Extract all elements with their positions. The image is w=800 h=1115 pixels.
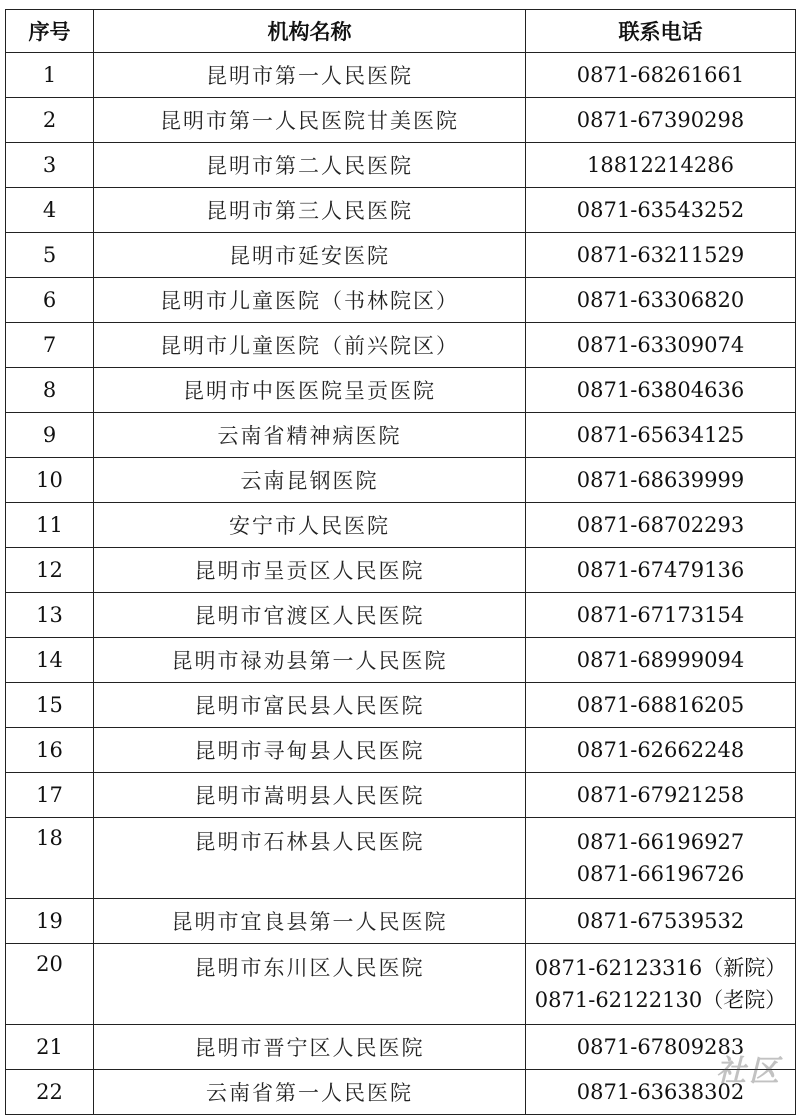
phone-number: 0871-67921258 [576, 783, 745, 807]
phone-cell [526, 233, 796, 278]
institution-name: 昆明市东川区人民医院 [94, 944, 526, 1025]
row-index: 7 [6, 323, 94, 368]
phone-number: 0871-66196726 [576, 862, 745, 886]
phone-number: 0871-67809283 [576, 1035, 745, 1059]
institution-name: 安宁市人民医院 [94, 503, 526, 548]
phone-cell [526, 548, 796, 593]
phone-cell [526, 53, 796, 98]
row-index: 17 [6, 773, 94, 818]
phone-number: 0871-63638302 [576, 1080, 745, 1104]
institution-name: 昆明市第一人民医院甘美医院 [94, 98, 526, 143]
row-index: 4 [6, 188, 94, 233]
phone-number: 0871-68999094 [576, 648, 745, 672]
row-index: 20 [6, 944, 94, 1025]
table-row [6, 593, 796, 638]
table-body [6, 53, 796, 1115]
phone-number: 0871-68639999 [576, 468, 745, 492]
phone-cell [526, 368, 796, 413]
institution-name: 昆明市宜良县第一人民医院 [94, 899, 526, 944]
phone-number: 0871-62122130（老院） [534, 988, 787, 1012]
institution-name: 昆明市官渡区人民医院 [94, 593, 526, 638]
header-phone: 联系电话 [526, 10, 796, 53]
hospital-contact-table-container [5, 9, 795, 1115]
phone-cell [526, 278, 796, 323]
row-index: 13 [6, 593, 94, 638]
phone-cell [526, 98, 796, 143]
institution-name: 昆明市富民县人民医院 [94, 683, 526, 728]
table-row [6, 143, 796, 188]
phone-number: 0871-68702293 [576, 513, 745, 537]
table-row [6, 683, 796, 728]
phone-number: 0871-63306820 [576, 288, 745, 312]
institution-name: 昆明市石林县人民医院 [94, 818, 526, 899]
phone-cell [526, 503, 796, 548]
institution-name: 昆明市儿童医院（书林院区） [94, 278, 526, 323]
table-row [6, 944, 796, 1025]
table-row [6, 773, 796, 818]
row-index: 9 [6, 413, 94, 458]
table-row [6, 53, 796, 98]
table-row [6, 503, 796, 548]
institution-name: 昆明市第三人民医院 [94, 188, 526, 233]
row-index: 6 [6, 278, 94, 323]
institution-name: 昆明市寻甸县人民医院 [94, 728, 526, 773]
table-row [6, 1025, 796, 1070]
header-institution-name: 机构名称 [94, 10, 526, 53]
phone-cell [526, 899, 796, 944]
phone-number: 0871-62662248 [576, 738, 745, 762]
phone-number: 18812214286 [587, 153, 734, 177]
row-index: 3 [6, 143, 94, 188]
institution-name: 昆明市中医医院呈贡医院 [94, 368, 526, 413]
phone-number: 0871-63804636 [576, 378, 745, 402]
row-index: 21 [6, 1025, 94, 1070]
table-row [6, 638, 796, 683]
phone-cell [526, 458, 796, 503]
row-index: 14 [6, 638, 94, 683]
row-index: 1 [6, 53, 94, 98]
hospital-contact-table [5, 9, 796, 1115]
institution-name: 昆明市嵩明县人民医院 [94, 773, 526, 818]
phone-cell [526, 728, 796, 773]
row-index: 22 [6, 1070, 94, 1115]
phone-cell [526, 143, 796, 188]
institution-name: 昆明市禄劝县第一人民医院 [94, 638, 526, 683]
table-row [6, 278, 796, 323]
phone-number: 0871-63211529 [576, 243, 745, 267]
row-index: 12 [6, 548, 94, 593]
row-index: 11 [6, 503, 94, 548]
table-row [6, 458, 796, 503]
row-index: 5 [6, 233, 94, 278]
phone-number: 0871-67479136 [576, 558, 745, 582]
table-row [6, 899, 796, 944]
phone-cell [526, 323, 796, 368]
institution-name: 昆明市第二人民医院 [94, 143, 526, 188]
table-row [6, 818, 796, 899]
watermark-logo: 社区 [716, 1054, 782, 1089]
phone-cell [526, 773, 796, 818]
table-row [6, 188, 796, 233]
phone-number: 0871-67173154 [576, 603, 745, 627]
header-index: 序号 [6, 10, 94, 53]
table-row [6, 323, 796, 368]
institution-name: 昆明市儿童医院（前兴院区） [94, 323, 526, 368]
phone-number: 0871-68816205 [576, 693, 745, 717]
table-row [6, 728, 796, 773]
phone-cell [526, 683, 796, 728]
institution-name: 云南昆钢医院 [94, 458, 526, 503]
phone-cell [526, 188, 796, 233]
phone-number: 0871-67390298 [576, 108, 745, 132]
phone-number: 0871-65634125 [576, 423, 745, 447]
table-row [6, 548, 796, 593]
table-row [6, 233, 796, 278]
phone-cell [526, 413, 796, 458]
phone-number: 0871-63309074 [576, 333, 745, 357]
phone-cell [526, 593, 796, 638]
institution-name: 昆明市延安医院 [94, 233, 526, 278]
row-index: 2 [6, 98, 94, 143]
row-index: 8 [6, 368, 94, 413]
phone-number: 0871-63543252 [576, 198, 745, 222]
phone-number: 0871-67539532 [576, 909, 745, 933]
institution-name: 昆明市第一人民医院 [94, 53, 526, 98]
institution-name: 昆明市晋宁区人民医院 [94, 1025, 526, 1070]
institution-name: 昆明市呈贡区人民医院 [94, 548, 526, 593]
row-index: 19 [6, 899, 94, 944]
row-index: 18 [6, 818, 94, 899]
phone-cell [526, 944, 796, 1025]
phone-number: 0871-68261661 [576, 63, 745, 87]
institution-name: 云南省精神病医院 [94, 413, 526, 458]
table-header-row [6, 10, 796, 53]
phone-cell [526, 638, 796, 683]
row-index: 10 [6, 458, 94, 503]
table-row [6, 368, 796, 413]
institution-name: 云南省第一人民医院 [94, 1070, 526, 1115]
table-row [6, 98, 796, 143]
row-index: 16 [6, 728, 94, 773]
row-index: 15 [6, 683, 94, 728]
table-row [6, 413, 796, 458]
phone-cell [526, 818, 796, 899]
phone-number: 0871-62123316（新院） [534, 956, 787, 980]
phone-number: 0871-66196927 [576, 830, 745, 854]
